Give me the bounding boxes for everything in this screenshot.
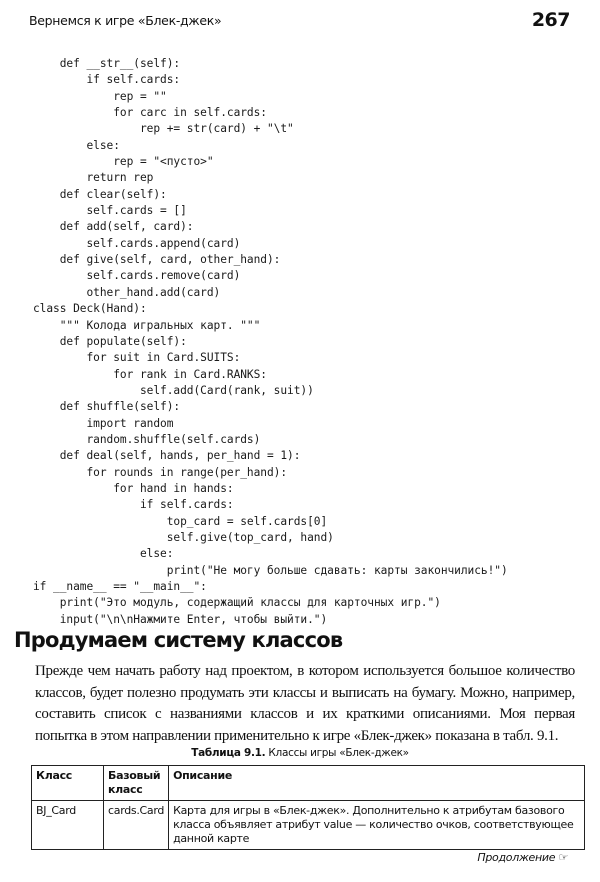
header-base-class: Базовый класс: [104, 766, 169, 801]
code-line: print("Это модуль, содержащий классы для карточных игр."): [33, 596, 441, 610]
code-line: for suit in Card.SUITS:: [33, 351, 241, 365]
code-line: for hand in hands:: [33, 481, 234, 495]
code-line: rep = "<пусто>": [33, 155, 214, 169]
code-line: self.cards.append(card): [33, 236, 241, 250]
code-line: top_card = self.cards[0]: [33, 514, 328, 528]
code-line: def populate(self):: [33, 334, 187, 348]
code-line: def deal(self, hands, per_hand = 1):: [33, 449, 301, 463]
code-line: for rank in Card.RANKS:: [33, 367, 267, 381]
cell-description: Карта для игры в «Блек-джек». Дополнительно к атрибутам базового класса объявляет атрибут value — количество очков, соответствующее данной карте: [169, 801, 585, 850]
section-title: Продумаем систему классов: [14, 628, 343, 652]
code-line: print("Не могу больше сдавать: карты закончились!"): [33, 563, 508, 577]
code-line: for carc in self.cards:: [33, 106, 267, 120]
code-line: """ Колода игральных карт. """: [33, 318, 261, 332]
code-line: def __str__(self):: [33, 57, 181, 70]
table-row: [32, 801, 585, 850]
code-line: else:: [33, 547, 174, 561]
table-caption: [0, 747, 600, 759]
code-line: def give(self, card, other_hand):: [33, 253, 281, 267]
cell-class: BJ_Card: [32, 801, 104, 850]
header-description: Описание: [169, 766, 585, 801]
code-line: self.cards = []: [33, 204, 187, 218]
cell-base-class: cards.Card: [104, 801, 169, 850]
code-line: return rep: [33, 171, 154, 185]
body-paragraph: Прежде чем начать работу над проектом, в котором используется большое количество классов, будет полезно продумать эти классы и выписать на бумагу. Можно, например, составить список с названиями классов и их краткими описаниями. Моя первая попытка в этом направлении применительно к игре «Блек-джек» показана в табл. 9.1.: [35, 663, 575, 744]
code-line: else:: [33, 138, 120, 152]
code-line: import random: [33, 416, 174, 430]
code-line: def add(self, card):: [33, 220, 194, 234]
code-listing: [33, 56, 508, 628]
header-class: Класс: [32, 766, 104, 801]
code-line: if self.cards:: [33, 498, 234, 512]
page-number: 267: [531, 9, 570, 31]
classes-table: [31, 765, 585, 850]
code-line: self.cards.remove(card): [33, 269, 241, 283]
code-line: self.add(Card(rank, suit)): [33, 383, 314, 397]
pointing-hand-icon: ☞: [558, 851, 568, 864]
code-line: if self.cards:: [33, 73, 181, 87]
continued-note: [477, 851, 568, 864]
code-line: input("\n\nНажмите Enter, чтобы выйти."): [33, 612, 328, 626]
code-line: if __name__ == "__main__":: [33, 580, 207, 593]
code-line: rep = "": [33, 89, 167, 103]
table-header-row: [32, 766, 585, 801]
code-line: def shuffle(self):: [33, 400, 181, 414]
code-line: for rounds in range(per_hand):: [33, 465, 288, 479]
code-line: class Deck(Hand):: [33, 302, 147, 316]
table-caption-text: Классы игры «Блек-джек»: [265, 747, 409, 759]
continued-label: Продолжение: [477, 851, 556, 864]
code-line: self.give(top_card, hand): [33, 530, 334, 544]
table-caption-label: Таблица 9.1.: [191, 747, 266, 759]
code-line: def clear(self):: [33, 187, 167, 201]
running-head: Вернемся к игре «Блек-джек»: [29, 13, 222, 28]
code-line: other_hand.add(card): [33, 285, 221, 299]
code-line: random.shuffle(self.cards): [33, 432, 261, 446]
code-line: rep += str(card) + "\t": [33, 122, 294, 136]
